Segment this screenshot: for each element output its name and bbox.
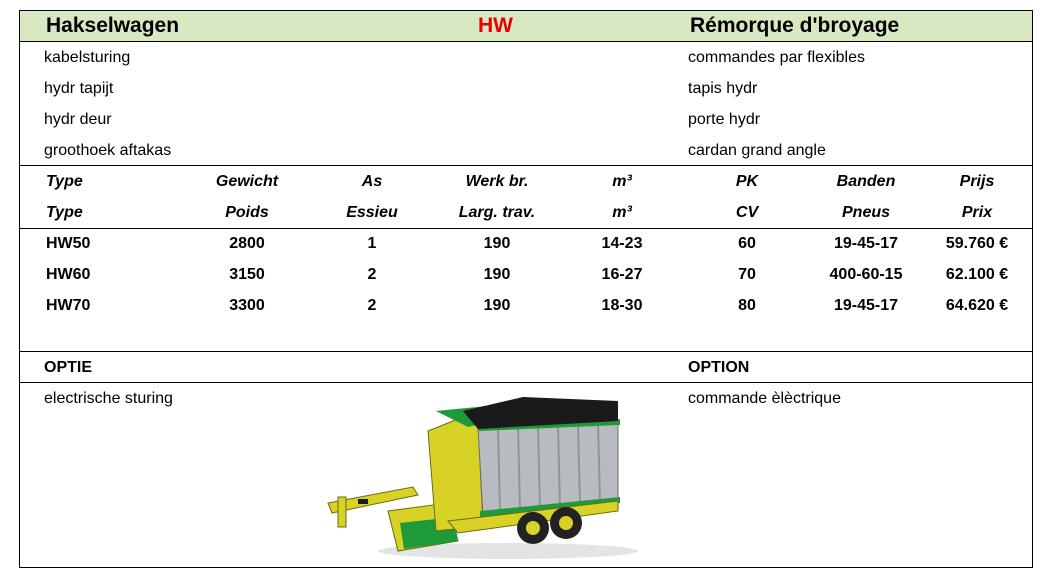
cell-type: HW50 bbox=[46, 235, 91, 252]
feature-fr-1: commandes par flexibles bbox=[688, 49, 865, 66]
cell-weight: 3150 bbox=[229, 266, 265, 283]
cell-power: 60 bbox=[738, 235, 756, 252]
divider bbox=[20, 382, 1032, 383]
cell-tyres: 19-45-17 bbox=[833, 297, 899, 314]
price-sheet bbox=[19, 10, 1033, 568]
header-bar bbox=[20, 11, 1032, 42]
feature-fr-3: porte hydr bbox=[688, 111, 761, 128]
cell-axle: 2 bbox=[367, 297, 377, 314]
cell-power: 80 bbox=[738, 297, 756, 314]
cell-volume: 16-27 bbox=[601, 266, 643, 283]
cell-width: 190 bbox=[483, 266, 511, 283]
divider bbox=[20, 165, 1032, 166]
product-code: HW bbox=[478, 14, 513, 37]
option-item-nl: electrische sturing bbox=[44, 390, 173, 407]
cell-weight: 3300 bbox=[229, 297, 265, 314]
col-header-nl-width: Werk br. bbox=[465, 173, 529, 190]
cell-axle: 2 bbox=[367, 266, 377, 283]
cell-tyres: 19-45-17 bbox=[833, 235, 899, 252]
cell-price: 62.100 € bbox=[945, 266, 1009, 283]
feature-nl-3: hydr deur bbox=[44, 111, 112, 128]
cell-axle: 1 bbox=[367, 235, 377, 252]
col-header-nl-weight: Gewicht bbox=[215, 173, 279, 190]
col-header-fr-price: Prix bbox=[961, 204, 993, 221]
divider bbox=[20, 351, 1032, 352]
col-header-fr-axle: Essieu bbox=[346, 204, 398, 221]
cell-width: 190 bbox=[483, 297, 511, 314]
feature-nl-1: kabelsturing bbox=[44, 49, 131, 66]
col-header-fr-type: Type bbox=[46, 204, 83, 221]
col-header-fr-width: Larg. trav. bbox=[458, 204, 536, 221]
cell-power: 70 bbox=[738, 266, 756, 283]
cell-price: 64.620 € bbox=[945, 297, 1009, 314]
feature-fr-4: cardan grand angle bbox=[688, 142, 826, 159]
title-french: Rémorque d'broyage bbox=[690, 14, 900, 37]
cell-volume: 14-23 bbox=[601, 235, 643, 252]
cell-weight: 2800 bbox=[229, 235, 265, 252]
feature-nl-2: hydr tapijt bbox=[44, 80, 114, 97]
forage-wagon-image bbox=[318, 391, 648, 561]
cell-type: HW60 bbox=[46, 266, 91, 283]
col-header-nl-type: Type bbox=[46, 173, 83, 190]
col-header-fr-tyres: Pneus bbox=[841, 204, 891, 221]
col-header-nl-axle: As bbox=[361, 173, 383, 190]
cell-volume: 18-30 bbox=[601, 297, 643, 314]
col-header-fr-power: CV bbox=[735, 204, 759, 221]
col-header-fr-weight: Poids bbox=[225, 204, 269, 221]
cell-price: 59.760 € bbox=[945, 235, 1009, 252]
feature-fr-2: tapis hydr bbox=[688, 80, 758, 97]
col-header-nl-volume: m³ bbox=[612, 173, 632, 190]
divider bbox=[20, 228, 1032, 229]
cell-type: HW70 bbox=[46, 297, 91, 314]
cell-tyres: 400-60-15 bbox=[829, 266, 903, 283]
option-item-fr: commande èlèctrique bbox=[688, 390, 841, 407]
col-header-nl-price: Prijs bbox=[959, 173, 995, 190]
option-label-fr: OPTION bbox=[688, 359, 750, 376]
title-dutch: Hakselwagen bbox=[46, 14, 180, 37]
col-header-fr-volume: m³ bbox=[612, 204, 632, 221]
cell-width: 190 bbox=[483, 235, 511, 252]
col-header-nl-power: PK bbox=[735, 173, 759, 190]
feature-nl-4: groothoek aftakas bbox=[44, 142, 172, 159]
col-header-nl-tyres: Banden bbox=[836, 173, 896, 190]
option-label-nl: OPTIE bbox=[44, 359, 93, 376]
